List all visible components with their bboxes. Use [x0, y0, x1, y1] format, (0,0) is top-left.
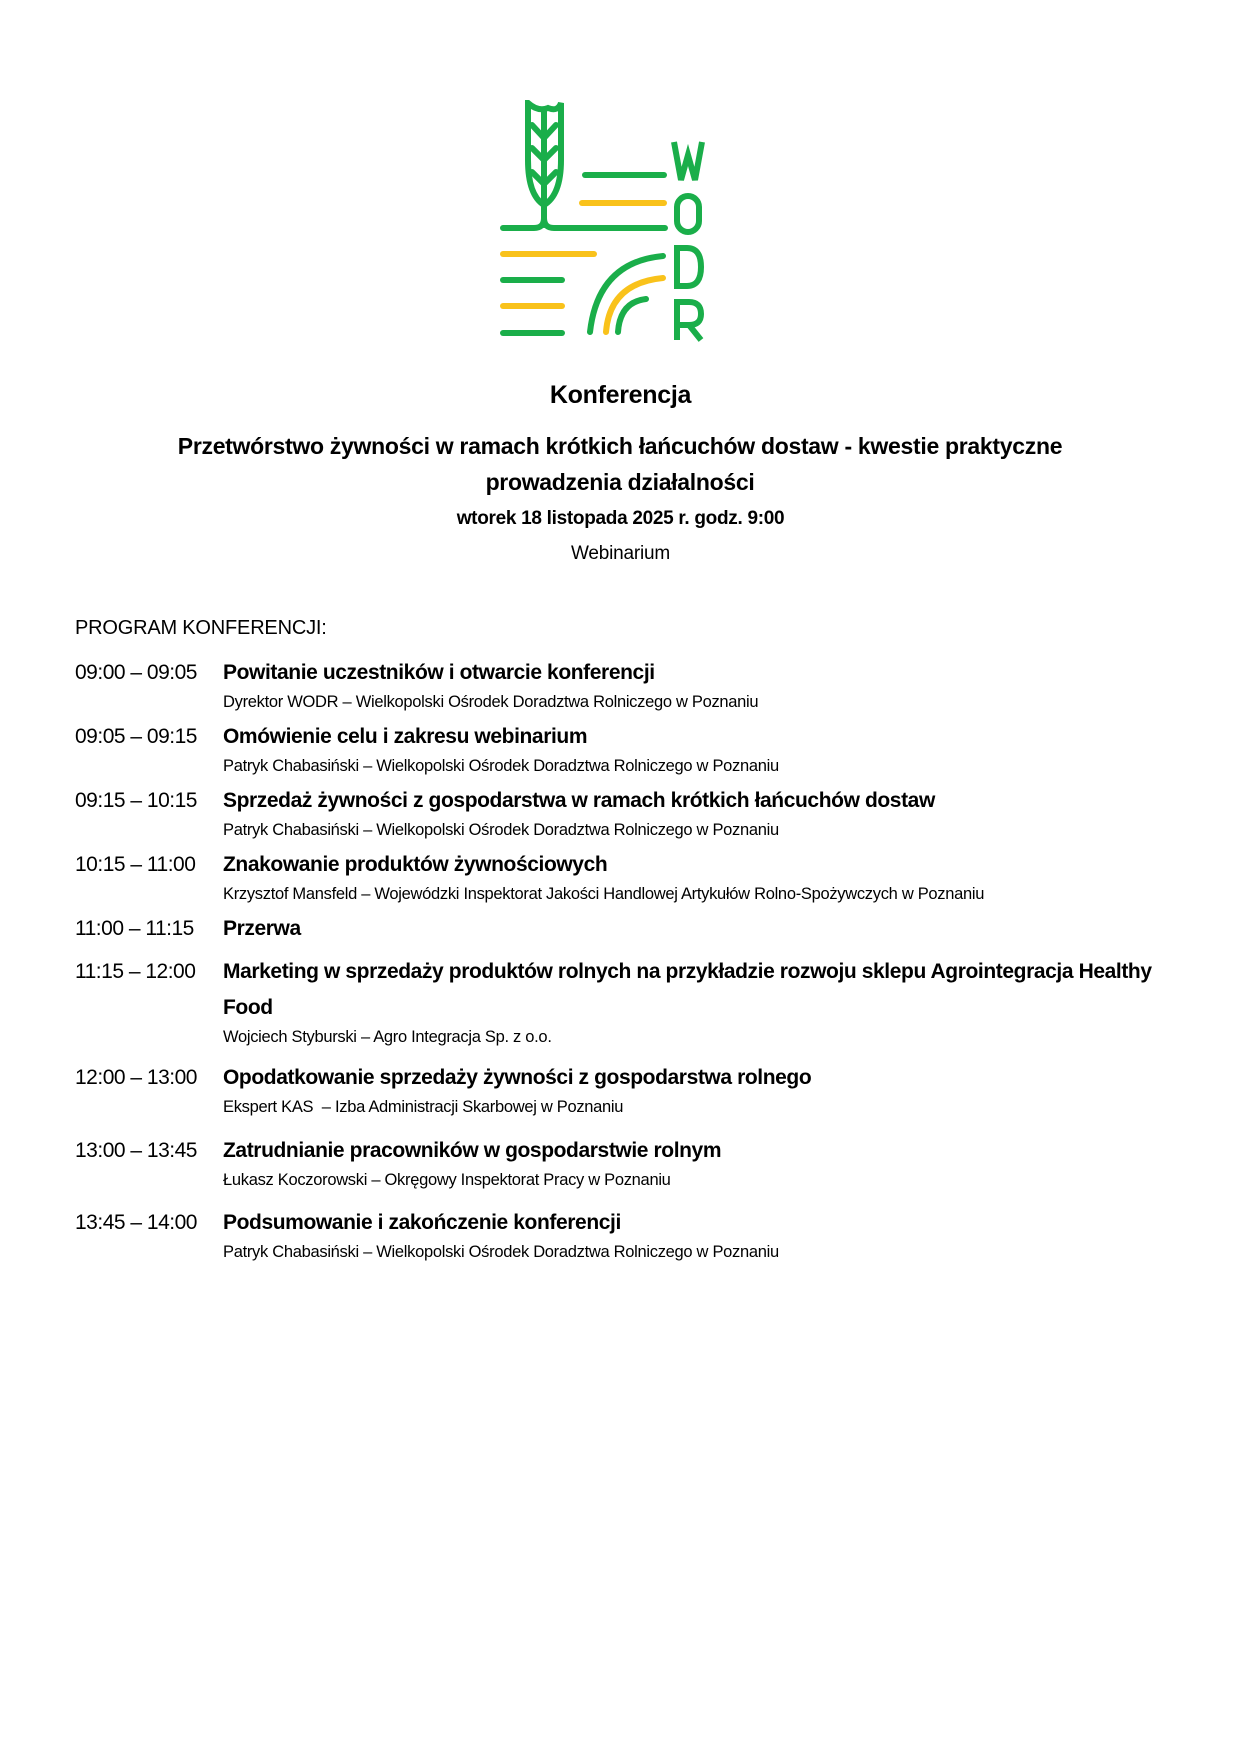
item-time: 12:00 – 13:00	[75, 1066, 197, 1089]
conference-title: Przetwórstwo żywności w ramach krótkich łańcuchów dostaw - kwestie praktyczne prowadzenia działalności	[177, 433, 1063, 495]
item-time: 10:15 – 11:00	[75, 853, 196, 876]
program-item	[75, 655, 1175, 719]
program-list	[75, 655, 1175, 1269]
program-item	[75, 1205, 1175, 1269]
program-label: PROGRAM KONFERENCJI:	[75, 617, 327, 639]
wodr-logo	[498, 100, 748, 348]
item-time: 11:15 – 12:00	[75, 960, 196, 983]
item-title: Omówienie celu i zakresu webinarium	[223, 725, 588, 748]
item-speaker: Ekspert KAS – Izba Administracji Skarbowej w Poznaniu	[223, 1098, 624, 1116]
document-kind: Konferencja	[549, 381, 692, 409]
item-speaker: Patryk Chabasiński – Wielkopolski Ośrodek Doradztwa Rolniczego w Poznaniu	[223, 757, 779, 775]
item-title: Znakowanie produktów żywnościowych	[223, 853, 608, 876]
item-speaker: Patryk Chabasiński – Wielkopolski Ośrodek Doradztwa Rolniczego w Poznaniu	[223, 821, 779, 839]
item-title: Opodatkowanie sprzedaży żywności z gospodarstwa rolnego	[223, 1066, 812, 1089]
item-title: Marketing w sprzedaży produktów rolnych na przykładzie rozwoju sklepu Agrointegracja Healthy Food	[223, 960, 1152, 1019]
item-time: 13:00 – 13:45	[75, 1139, 197, 1162]
program-item	[75, 847, 1175, 911]
program-item	[75, 1133, 1175, 1205]
item-time: 11:00 – 11:15	[75, 917, 194, 940]
conference-place: Webinarium	[570, 543, 671, 564]
item-speaker: Łukasz Koczorowski – Okręgowy Inspektorat Pracy w Poznaniu	[223, 1171, 671, 1189]
item-title: Przerwa	[223, 917, 301, 940]
program-item	[75, 719, 1175, 783]
item-time: 09:05 – 09:15	[75, 725, 197, 748]
item-time: 13:45 – 14:00	[75, 1211, 197, 1234]
item-speaker: Wojciech Styburski – Agro Integracja Sp. z o.o.	[223, 1028, 552, 1046]
item-time: 09:15 – 10:15	[75, 789, 197, 812]
item-title: Zatrudnianie pracowników w gospodarstwie rolnym	[223, 1139, 722, 1162]
program-item	[75, 954, 1175, 1060]
program-item	[75, 911, 1175, 954]
item-time: 09:00 – 09:05	[75, 661, 197, 684]
item-title: Podsumowanie i zakończenie konferencji	[223, 1211, 621, 1234]
conference-date: wtorek 18 listopada 2025 r. godz. 9:00	[456, 508, 785, 529]
item-title: Sprzedaż żywności z gospodarstwa w ramach krótkich łańcuchów dostaw	[223, 789, 935, 812]
item-title: Powitanie uczestników i otwarcie konferencji	[223, 661, 655, 684]
program-item	[75, 1060, 1175, 1133]
item-speaker: Patryk Chabasiński – Wielkopolski Ośrodek Doradztwa Rolniczego w Poznaniu	[223, 1243, 779, 1261]
program-item	[75, 783, 1175, 847]
item-speaker: Krzysztof Mansfeld – Wojewódzki Inspektorat Jakości Handlowej Artykułów Rolno-Spożywczych w Poznaniu	[223, 885, 985, 903]
item-speaker: Dyrektor WODR – Wielkopolski Ośrodek Doradztwa Rolniczego w Poznaniu	[223, 693, 759, 711]
